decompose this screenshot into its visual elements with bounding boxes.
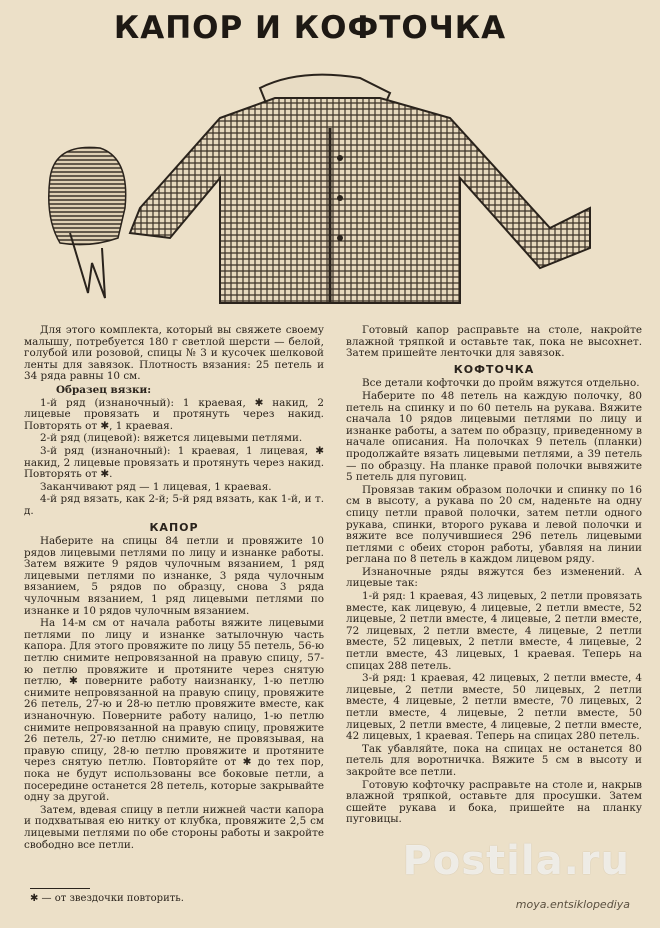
knitting-illustration <box>30 58 630 318</box>
kofta-p1: Все детали кофточки до пройм вяжутся отдельно. <box>362 377 640 390</box>
kofta-p2: Наберите по 48 петель на каждую полочку, 80 петель на спинку и по 60 петель на рукава. Вяжите сначала 10 рядов лицевыми петлями по лицу и изнанке работы, а затем по образцу, приведенному в начале описания. На полочках 9 петель (планки) продолжайте вязать лицевыми петлями, а 39 петель — по образцу. На планке правой полочки вывяжите 5 петель для пуговиц. <box>346 389 642 484</box>
kapor-p2: На 14-м см от начала работы вяжите лицевыми петлями по лицу и изнанке затылочную часть капора. Для этого провяжите по лицу 55 петель, 56-ю петлю снимите непровязанной на правую спицу, 57-ю петлю провяжите и протяните через снятую петлю, ✱ поверните работу наизнанку, 1-ю петлю снимите непровязанной на правую спицу, провяжите 26 петель, 27-ю и 28-ю петлю провяжите вместе, как изнаночную. Поверните работу налицо, 1-ю петлю снимите непровязанной на правую спицу, провяжите 26 петель, 27-ю петлю снимите, не провязывая, на правую спицу, 28-ю петлю провяжите и протяните через снятую петлю. Повторяйте от ✱ до тех пор, пока не будут использованы все боковые петли, а посередине останется 28 петель, которые закрывайте одну за другой. <box>24 617 324 804</box>
kofta-row-1: 1-й ряд: 1 краевая, 43 лицевых, 2 петли провязать вместе, как лицевую, 4 лицевые, 2 петли вместе, 52 лицевые, 2 петли вместе, 4 лицевые, 2 петли вместе, 72 лицевых, 2 петли вместе, 4 лицевые, 2 петли вместе, 52 лицевых, 2 петли вместе, 4 лицевые, 2 петли вместе, 43 лицевых, 1 краевая. Теперь на спицах 288 петель. <box>346 590 642 672</box>
sample-row-3: 3-й ряд (изнаночный): 1 краевая, 1 лицевая, ✱ накид, 2 лицевые провязать и протянуть через накид. Повторять от ✱. <box>24 444 324 481</box>
kofta-p8: Готовую кофточку расправьте на столе и, накрыв влажной тряпкой, оставьте для просушки. Затем сшейте рукава и бока, пришейте на планку пуговицы. <box>346 778 642 826</box>
kapor-heading: КАПОР <box>149 520 199 534</box>
watermark-logo: Postila.ru <box>402 838 630 884</box>
sample-row-4: 4-й ряд вязать, как 2-й; 5-й ряд вязать, как 1-й, и т. д. <box>24 493 324 517</box>
sample-row-end: Заканчивают ряд — 1 лицевая, 1 краевая. <box>40 480 272 493</box>
kofta-p3: Провязав таким образом полочки и спинку по 16 см в высоту, а рукава по 20 см, наденьте на одну спицу петли правой полочки, затем петли одного рукава, спинки, второго рукава и левой полочки и вяжите все получившиеся 296 петель лицевыми петлями с обеих сторон работы, убавляя на линии реглана по 8 петель в каждом лицевом ряду. <box>346 483 642 566</box>
footnote-rule <box>30 888 90 889</box>
kofta-p7: Так убавляйте, пока на спицах не останется 80 петель для воротничка. Вяжите 5 см в высоту и закройте все петли. <box>346 742 642 778</box>
kapor-finish: Готовый капор расправьте на столе, накройте влажной тряпкой и оставьте так, пока не высохнет. Затем пришейте ленточки для завязок. <box>346 324 642 360</box>
sample-row-1: 1-й ряд (изнаночный): 1 краевая, ✱ накид, 2 лицевые провязать и протянуть через накид. Повторять от ✱, 1 краевая. <box>24 396 324 432</box>
kapor-p3: Затем, вдевая спицу в петли нижней части капора и подхватывая ею нитку от клубка, провяжите 2,5 см лицевыми петлями по обе стороны работы и закройте свободно все петли. <box>24 803 324 851</box>
footnote: ✱ — от звездочки повторить. <box>30 893 184 904</box>
jacket-icon <box>130 75 590 303</box>
left-column <box>24 325 324 852</box>
kofta-heading: КОФТОЧКА <box>453 362 535 376</box>
kofta-row-3: 3-й ряд: 1 краевая, 42 лицевых, 2 петли вместе, 4 лицевые, 2 петли вместе, 50 лицевых, 2 петли вместе, 4 лицевые, 2 петли вместе, 70 лицевых, 2 петли вместе, 4 лицевые, 2 петли вместе, 50 лицевых, 2 петли вместе, 4 лицевые, 2 петли вместе, 42 лицевых, 1 краевая. Теперь на спицах 280 петель. <box>346 672 642 743</box>
watermark-site: moya.entsiklopediya <box>515 898 630 911</box>
kofta-p4: Изнаночные ряды вяжутся без изменений. А лицевые так: <box>346 565 642 590</box>
right-column <box>346 325 642 827</box>
intro-paragraph: Для этого комплекта, который вы свяжете своему малышу, потребуется 180 г светлой шерсти — белой, голубой или розовой, спицы № 3 и кусочек шелковой ленты для завязок. Плотность вязания: 25 петель и 34 ряда равны 10 см. <box>24 324 324 383</box>
kapor-p1: Наберите на спицы 84 петли и провяжите 10 рядов лицевыми петлями по лицу и изнанке работы. Затем вяжите 9 рядов чулочным вязанием, 1 ряд лицевыми петлями по изнанке, 3 ряда чулочным вязанием, 5 рядов по образцу, снова 3 ряда чулочным вязанием, 1 ряд лицевыми петлями по изнанке и 10 рядов чулочным вязанием. <box>24 535 324 617</box>
bonnet-icon <box>49 147 126 298</box>
sample-row-2: 2-й ряд (лицевой): вяжется лицевыми петлями. <box>40 432 303 445</box>
sample-title: Образец вязки: <box>56 383 152 396</box>
page-title: КАПОР И КОФТОЧКА <box>113 10 507 46</box>
